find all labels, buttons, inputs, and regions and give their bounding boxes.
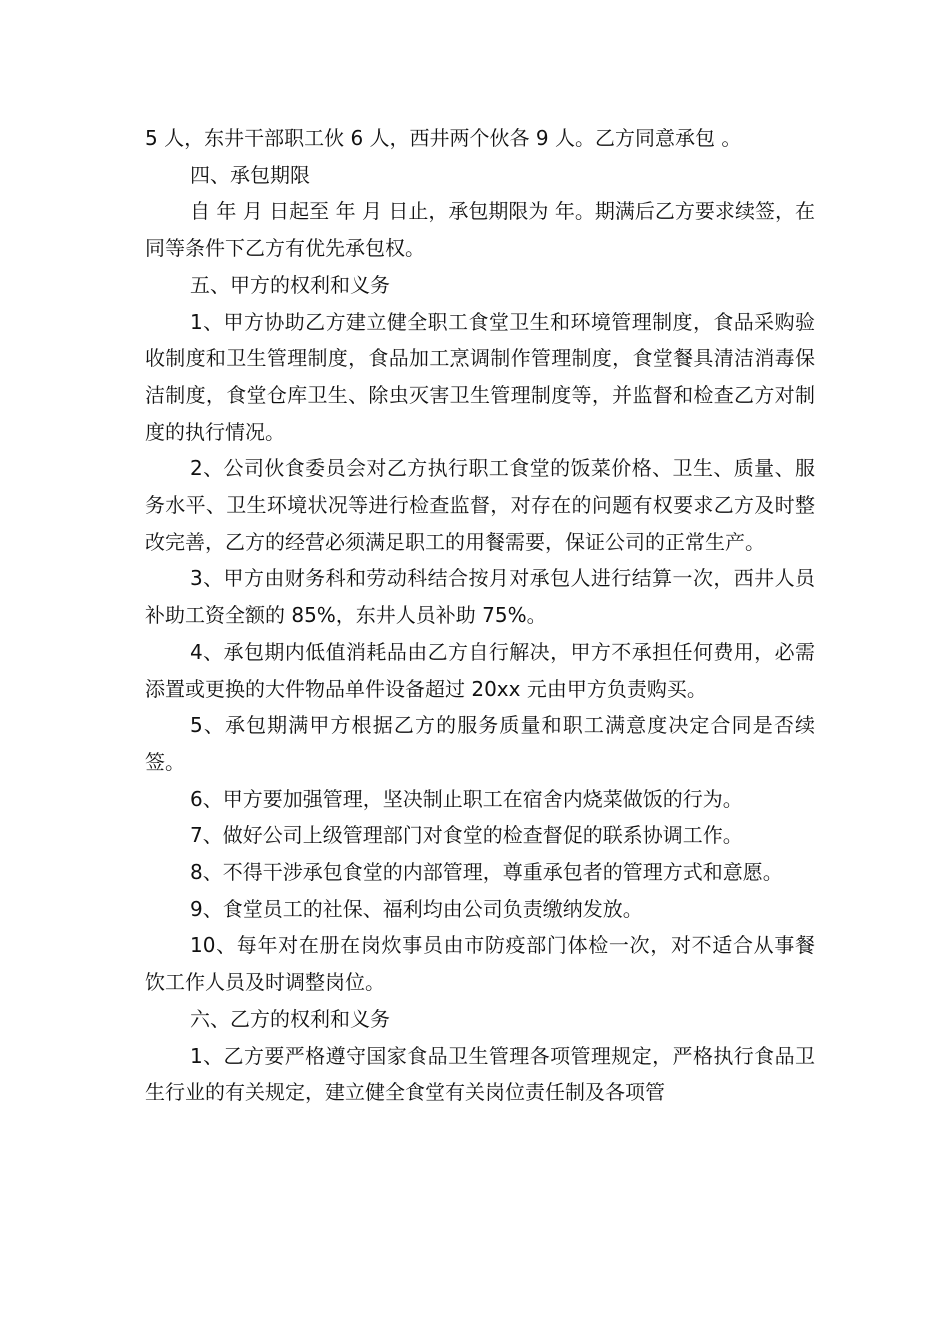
- clause-a-6: 6、甲方要加强管理，坚决制止职工在宿舍内烧菜做饭的行为。: [190, 786, 743, 811]
- clause-a-3: 3、甲方由财务科和劳动科结合按月对承包人进行结算一次，西井人员补助工资全额的 85%，东井人员补助 75%。: [145, 566, 815, 628]
- clause-b-1: 1、乙方要严格遵守国家食品卫生管理各项管理规定，严格执行食品卫生行业的有关规定，建立健全食堂有关岗位责任制及各项管: [145, 1043, 815, 1105]
- clause-a-10: 10、每年对在册在岗炊事员由市防疫部门体检一次，对不适合从事餐饮工作人员及时调整岗位。: [145, 933, 815, 995]
- section-heading-party-b: 六、乙方的权利和义务: [190, 1006, 390, 1031]
- clause-a-4: 4、承包期内低值消耗品由乙方自行解决，甲方不承担任何费用，必需添置或更换的大件物品单件设备超过 20xx 元由甲方负责购买。: [145, 639, 815, 701]
- section-heading-party-a: 五、甲方的权利和义务: [190, 272, 390, 297]
- paragraph-continuation: 5 人，东井干部职工伙 6 人，西井两个伙各 9 人。乙方同意承包 。: [145, 126, 742, 150]
- clause-a-1: 1、甲方协助乙方建立健全职工食堂卫生和环境管理制度，食品采购验收制度和卫生管理制度，食品加工烹调制作管理制度，食堂餐具清洁消毒保洁制度，食堂仓库卫生、除虫灭害卫生管理制度等，并监督和检查乙方对制度的执行情况。: [145, 309, 815, 444]
- clause-a-9: 9、食堂员工的社保、福利均由公司负责缴纳发放。: [190, 896, 643, 921]
- clause-a-7: 7、做好公司上级管理部门对食堂的检查督促的联系协调工作。: [190, 823, 743, 848]
- paragraph-term: 自 年 月 日起至 年 月 日止，承包期限为 年。期满后乙方要求续签，在同等条件下乙方有优先承包权。: [145, 199, 815, 261]
- clause-a-5: 5、承包期满甲方根据乙方的服务质量和职工满意度决定合同是否续签。: [145, 713, 815, 774]
- section-heading-term: 四、承包期限: [190, 162, 310, 187]
- document-body: [145, 120, 815, 1111]
- clause-a-8: 8、不得干涉承包食堂的内部管理，尊重承包者的管理方式和意愿。: [190, 860, 783, 885]
- clause-a-2: 2、公司伙食委员会对乙方执行职工食堂的饭菜价格、卫生、质量、服务水平、卫生环境状况等进行检查监督，对存在的问题有权要求乙方及时整改完善，乙方的经营必须满足职工的用餐需要，保证公司的正常生产。: [145, 456, 815, 554]
